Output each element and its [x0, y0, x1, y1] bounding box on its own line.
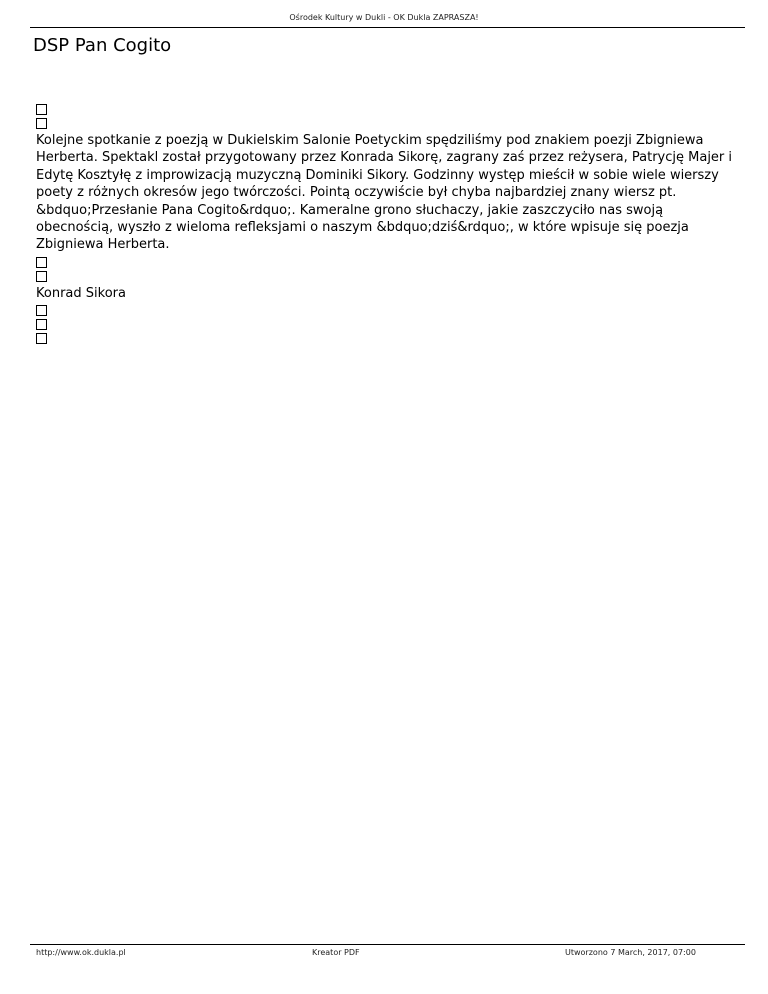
article-title: DSP Pan Cogito — [33, 35, 172, 56]
footer-url: http://www.ok.dukla.pl — [36, 948, 126, 957]
missing-image-placeholder-icon — [36, 104, 47, 115]
missing-image-placeholder-icon — [36, 257, 47, 268]
site-title: Ośrodek Kultury w Dukli - OK Dukla ZAPRASZA! — [289, 13, 479, 22]
missing-image-placeholder-icon — [36, 319, 47, 330]
article-body: Kolejne spotkanie z poezją w Dukielskim Salonie Poetyckim spędziliśmy pod znakiem poezji Zbigniewa Herberta. Spektakl został przygotowany przez Konrada Sikorę, zagrany zaś przez reżysera, Patrycję Majer i Edytę Kosztyłę z improwizacją muzyczną Dominiki Sikory. Godzinny występ mieścił w sobie wiele wierszy poety z różnych okresów jego twórczości. Pointą oczywiście był chyba najbardziej znany wiersz pt. &bdquo;Przesłanie Pana Cogito&rdquo;. Kameralne grono słuchaczy, jakie zaszczyciło nas swoją obecnością, wyszło z wieloma refleksjami o naszym &bdquo;dziś&rdquo;, w które wpisuje się poezja Zbigniewa Herberta. — [36, 133, 733, 253]
footer-generator: Kreator PDF — [312, 948, 360, 957]
article-author: Konrad Sikora — [36, 285, 126, 301]
footer-divider — [30, 944, 745, 945]
page-footer — [0, 944, 768, 964]
page-header — [0, 0, 768, 28]
article-content — [36, 101, 736, 347]
missing-image-placeholder-icon — [36, 305, 47, 316]
header-divider — [30, 27, 745, 28]
missing-image-placeholder-icon — [36, 118, 47, 129]
missing-image-placeholder-icon — [36, 333, 47, 344]
footer-created-date: Utworzono 7 March, 2017, 07:00 — [565, 948, 696, 957]
missing-image-placeholder-icon — [36, 271, 47, 282]
